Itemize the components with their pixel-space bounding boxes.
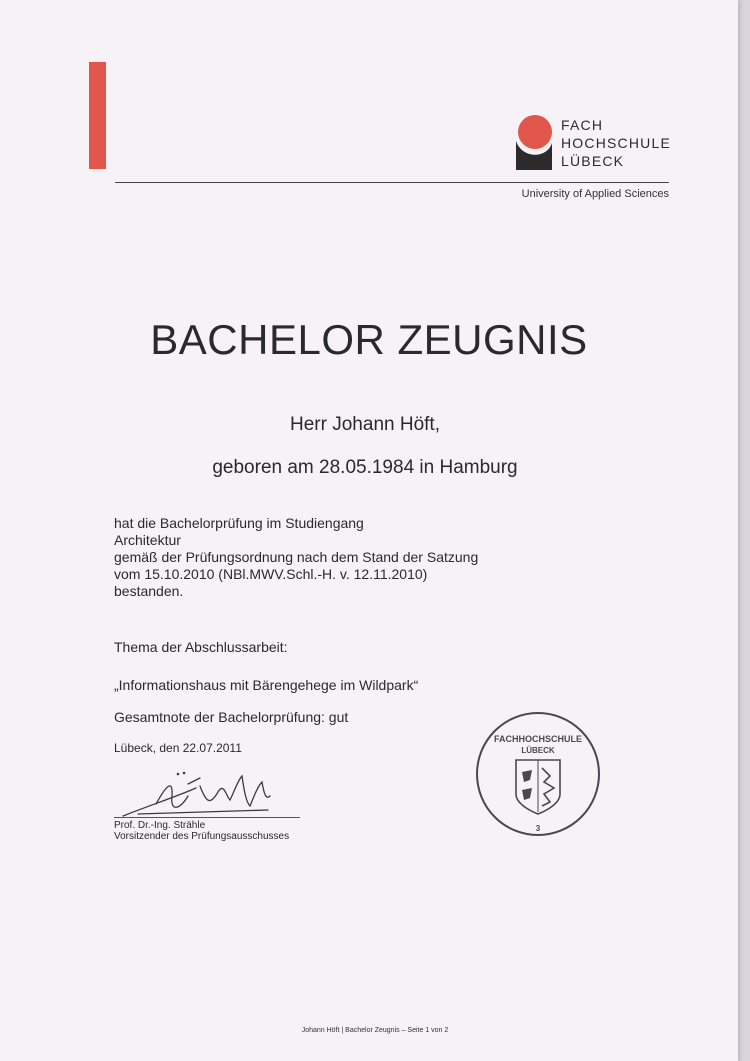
- logo-line-3: LÜBECK: [561, 153, 625, 169]
- university-subtitle: University of Applied Sciences: [521, 188, 669, 200]
- seal-top-text: FACHHOCHSCHULE: [493, 734, 583, 744]
- statement-line: Architektur: [114, 532, 181, 548]
- thesis-title: „Informationshaus mit Bärengehege im Wildpark“: [114, 677, 419, 693]
- logo-line-2: HOCHSCHULE: [561, 135, 672, 151]
- birth-line: geboren am 28.05.1984 in Hamburg: [212, 457, 518, 478]
- university-name: [561, 116, 671, 170]
- signer-name: Prof. Dr.-Ing. Strähle: [114, 820, 206, 831]
- handwritten-signature: [118, 766, 308, 824]
- place-date: Lübeck, den 22.07.2011: [114, 741, 242, 755]
- signature-line: [114, 817, 300, 818]
- page-footer: Johann Höft | Bachelor Zeugnis – Seite 1 von 2: [301, 1027, 449, 1034]
- statement-line: vom 15.10.2010 (NBl.MWV.Schl.-H. v. 12.11.2010): [114, 566, 428, 582]
- seal-number: 3: [535, 824, 541, 833]
- statement-line: bestanden.: [114, 583, 184, 599]
- header-divider: [115, 182, 669, 183]
- university-logo-icon: [514, 115, 554, 171]
- statement-line: hat die Bachelorprüfung im Studiengang: [114, 515, 364, 531]
- overall-grade: Gesamtnote der Bachelorprüfung: gut: [114, 709, 349, 725]
- document-title: BACHELOR ZEUGNIS: [150, 316, 588, 363]
- signer-role: Vorsitzender des Prüfungsausschusses: [114, 831, 290, 842]
- seal-sub-text: LÜBECK: [521, 746, 555, 755]
- statement-line: gemäß der Prüfungsordnung nach dem Stand der Satzung: [114, 549, 479, 565]
- logo-line-1: FACH: [561, 117, 604, 133]
- red-accent-bar: [89, 62, 106, 169]
- exam-statement: [114, 515, 478, 600]
- thesis-label: Thema der Abschlussarbeit:: [114, 639, 288, 655]
- recipient-name: Herr Johann Höft,: [290, 414, 440, 435]
- official-seal: [474, 710, 602, 838]
